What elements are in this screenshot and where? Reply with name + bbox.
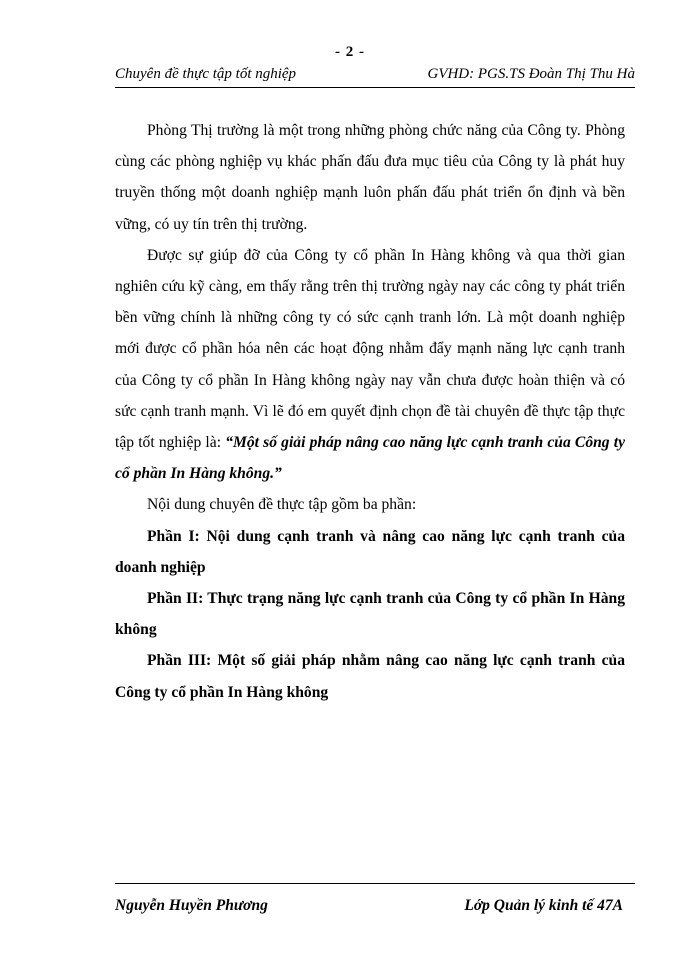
header-supervisor: GVHD: PGS.TS Đoàn Thị Thu Hà	[427, 66, 635, 82]
thesis-title: “Một số giải pháp nâng cao năng lực cạnh tranh của Công ty cổ phần In Hàng không.”	[115, 434, 625, 483]
paragraph-outline: Nội dung chuyên đề thực tập gồm ba phần:	[147, 496, 417, 514]
body-content	[115, 115, 625, 708]
part-1: Phần I: Nội dung cạnh tranh và nâng cao năng lực cạnh tranh của doanh nghiệp	[115, 527, 625, 576]
paragraph-topic-text: Được sự giúp đỡ của Công ty cổ phần In Hàng không và qua thời gian nghiên cứu kỹ càng, em thấy rằng trên thị trường ngày nay các công ty phát triển bền vững chính là những công ty có sức cạnh tranh lớn. Là một doanh nghiệp mới được cổ phần hóa nên các hoạt động nhằm đẩy mạnh năng lực cạnh tranh của Công ty cổ phần In Hàng không ngày nay vẫn chưa được hoàn thiện và có sức cạnh tranh mạnh. Vì lẽ đó em quyết định chọn đề tài chuyên đề thực tập thực tập tốt nghiệp là:	[115, 246, 625, 452]
paragraph-intro: Phòng Thị trường là một trong những phòng chức năng của Công ty. Phòng cùng các phòng nghiệp vụ khác phấn đấu đưa mục tiêu của Công ty là phát huy truyền thống một doanh nghiệp mạnh luôn phấn đấu phát triển ổn định và bền vững, có uy tín trên thị trường.	[115, 122, 625, 233]
page-header	[115, 66, 635, 88]
footer-class: Lớp Quản lý kinh tế 47A	[464, 897, 623, 914]
header-document-title: Chuyên đề thực tập tốt nghiệp	[115, 66, 297, 82]
part-3: Phần III: Một số giải pháp nhằm nâng cao năng lực cạnh tranh của Công ty cổ phần In Hàng không	[115, 652, 625, 701]
paragraph-topic	[115, 240, 625, 490]
part-2: Phần II: Thực trạng năng lực cạnh tranh của Công ty cổ phần In Hàng không	[115, 590, 625, 639]
footer-author: Nguyễn Huyền Phương	[115, 897, 268, 914]
footer-divider	[115, 883, 635, 884]
page-number: - 2 -	[335, 44, 365, 60]
